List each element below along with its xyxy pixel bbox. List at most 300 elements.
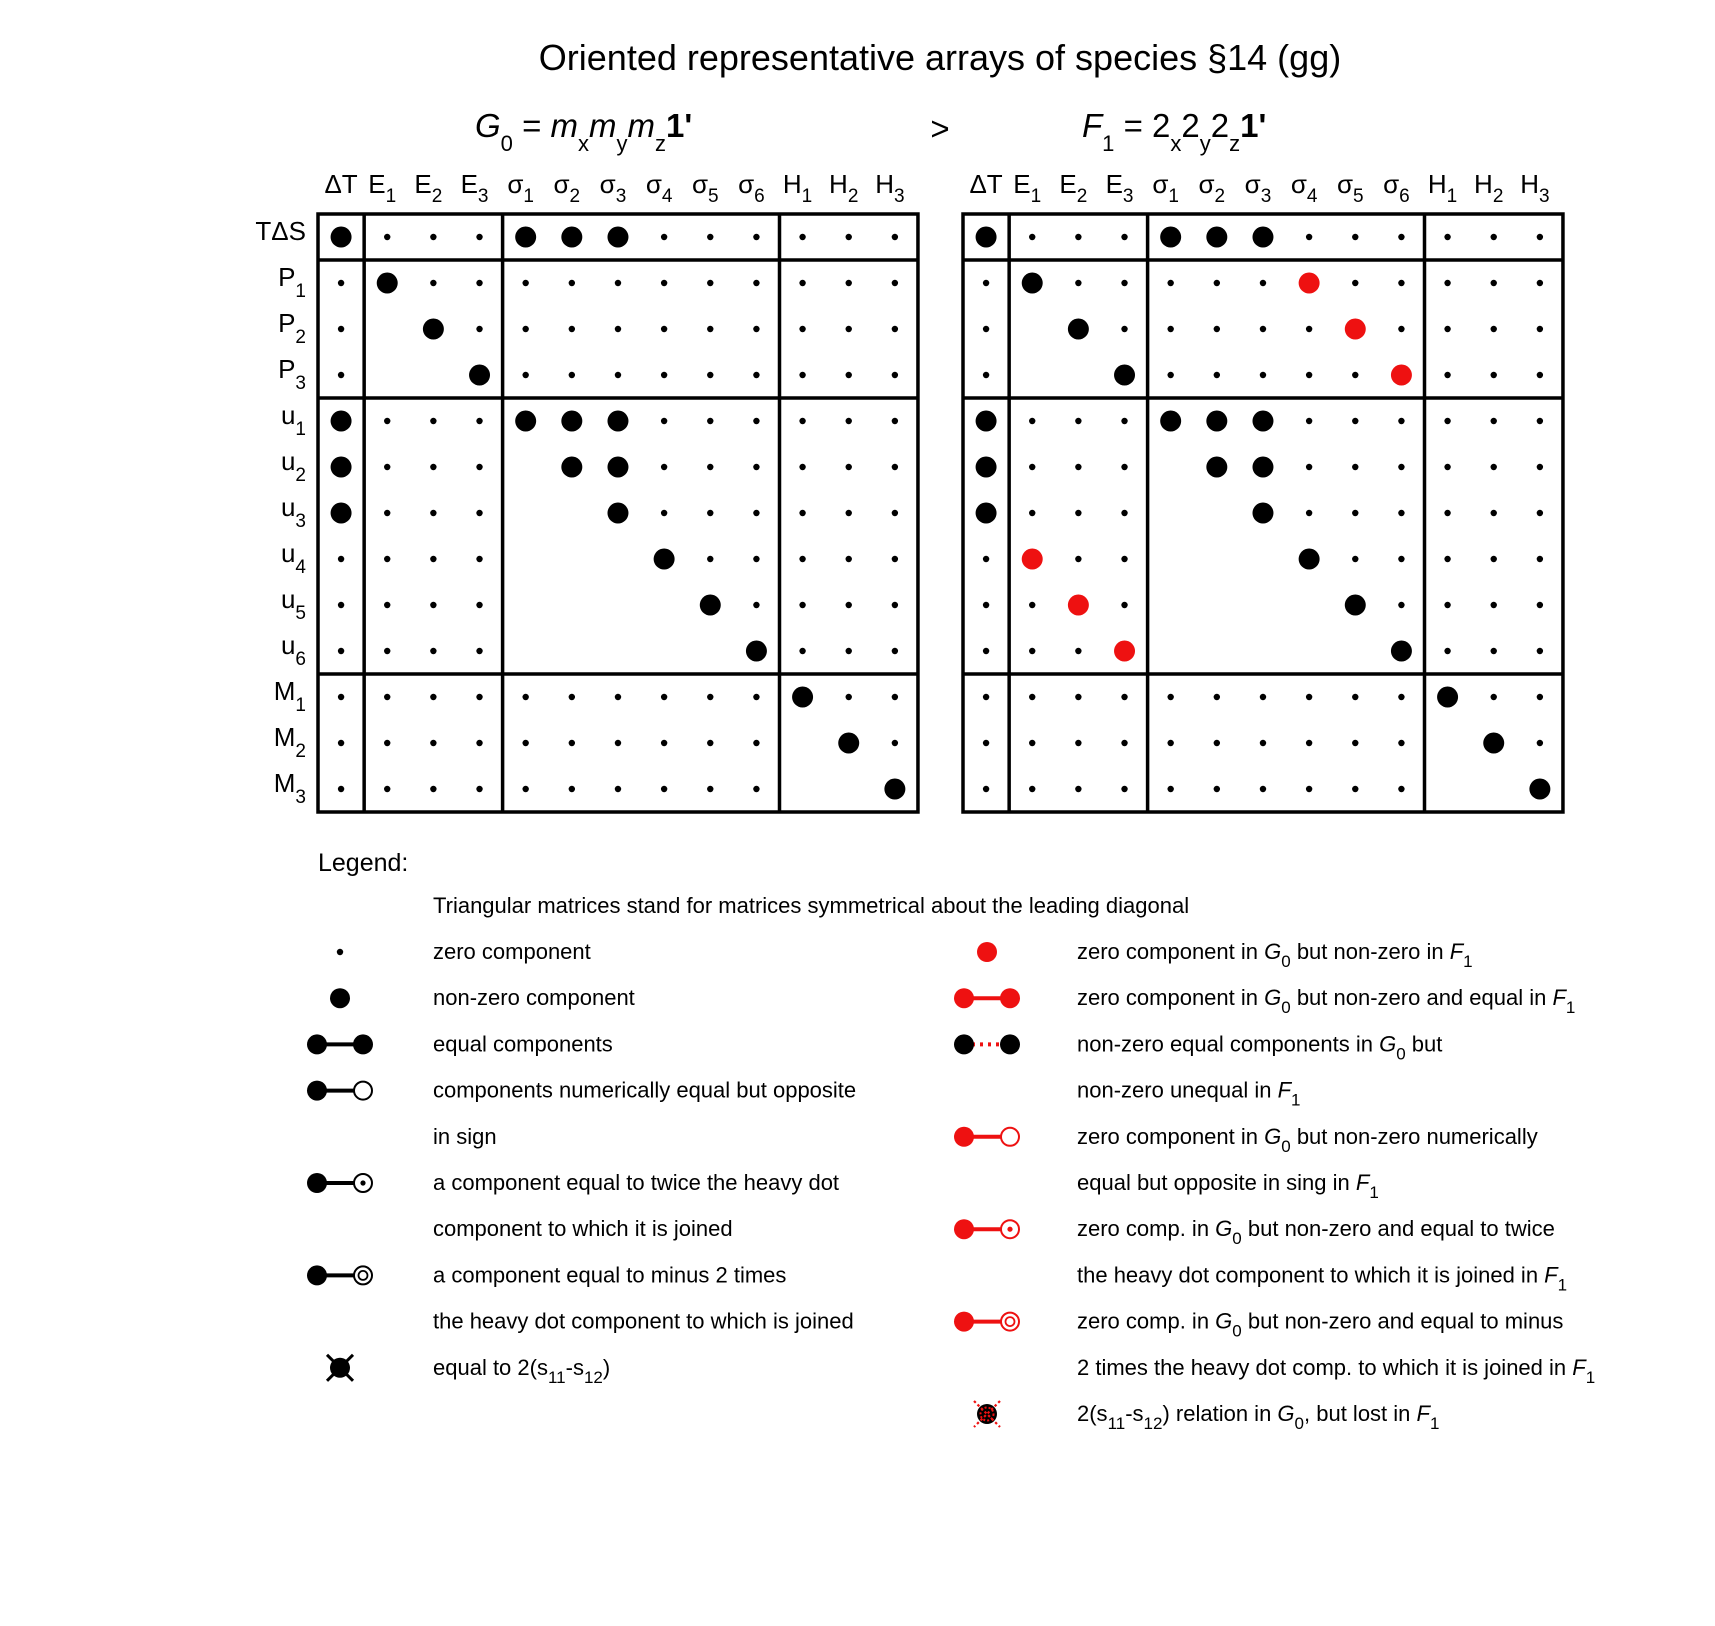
zero-component: [753, 510, 759, 516]
non-zero-component: [469, 365, 490, 386]
zero-component: [1121, 602, 1127, 608]
zero-component: [1121, 786, 1127, 792]
legend-item-left-3: [307, 1078, 856, 1149]
non-zero-component: [654, 549, 675, 570]
zero-component: [1260, 786, 1266, 792]
zero-component: [615, 280, 621, 286]
zero-component: [1398, 556, 1404, 562]
zero-component: [1537, 648, 1543, 654]
non-zero-component: [1206, 411, 1227, 432]
zero-component: [1444, 234, 1450, 240]
zero-component: [1167, 694, 1173, 700]
zero-component: [983, 694, 989, 700]
zero-component: [846, 694, 852, 700]
zero-component: [1260, 372, 1266, 378]
group-formula-0: $G_0 = m_xm_ym_z1'$: [475, 107, 693, 156]
zero-component: [615, 372, 621, 378]
non-zero-component: [976, 227, 997, 248]
zero-component: [661, 510, 667, 516]
zero-component: [1352, 234, 1358, 240]
row-header-10: $M_1$: [273, 676, 306, 716]
row-header-11: $M_2$: [273, 722, 306, 762]
zero-component: [430, 786, 436, 792]
zero-component: [1121, 418, 1127, 424]
zero-component: [1491, 372, 1497, 378]
zero-component: [1444, 280, 1450, 286]
legend-item-right-2: [954, 1031, 1442, 1109]
zero-component: [1214, 280, 1220, 286]
zero-component: [338, 648, 344, 654]
col-header-1: $E_1$: [1013, 169, 1042, 207]
col-header-7: $\sigma_4$: [645, 169, 673, 207]
zero-component: [661, 326, 667, 332]
zero-component: [430, 740, 436, 746]
non-zero-component: [1114, 365, 1135, 386]
zero-component: [1352, 786, 1358, 792]
zero-component: [661, 372, 667, 378]
zero-component: [1537, 326, 1543, 332]
zero-component: [707, 464, 713, 470]
zero-component: [799, 602, 805, 608]
zero-component: [338, 740, 344, 746]
zero-component: [338, 786, 344, 792]
zero-component: [1167, 786, 1173, 792]
zero-component: [1075, 280, 1081, 286]
col-header-2: $E_2$: [414, 169, 443, 207]
non-zero-component: [976, 411, 997, 432]
zero-component: [1398, 694, 1404, 700]
col-header-0: ΔT: [969, 169, 1003, 199]
zero-component: [1352, 740, 1358, 746]
zero-component: [1121, 556, 1127, 562]
zero-component: [569, 786, 575, 792]
zero-component: [707, 694, 713, 700]
non-zero-component: [561, 227, 582, 248]
zero-component: [892, 280, 898, 286]
zero-component: [846, 234, 852, 240]
zero-component: [476, 326, 482, 332]
zero-component: [476, 694, 482, 700]
heavy-dot: [954, 1312, 974, 1332]
zero-component: [338, 280, 344, 286]
center-dot: [360, 1180, 365, 1185]
zero-component: [892, 418, 898, 424]
non-zero-component: [838, 733, 859, 754]
zero-component: [430, 556, 436, 562]
zero-component: [983, 556, 989, 562]
zero-component: [892, 602, 898, 608]
non-zero-component: [331, 503, 352, 524]
zero-component: [1075, 464, 1081, 470]
zero-component: [1537, 464, 1543, 470]
zero-component: [1306, 418, 1312, 424]
col-header-4: $\sigma_1$: [507, 169, 534, 207]
zero-component: [707, 234, 713, 240]
legend-item-left-0: [337, 939, 591, 964]
zero-component: [1214, 786, 1220, 792]
zero-component: [384, 510, 390, 516]
matrices: [255, 169, 1563, 812]
zero-component: [338, 326, 344, 332]
zero-component: [1491, 234, 1497, 240]
zero-component: [983, 740, 989, 746]
zero-component: [430, 510, 436, 516]
row-header-7: $u_4$: [280, 538, 306, 578]
col-header-7: $\sigma_4$: [1290, 169, 1318, 207]
zero-component: [661, 694, 667, 700]
zero-component: [983, 648, 989, 654]
heavy-dot: [954, 1034, 974, 1054]
zero-component: [799, 418, 805, 424]
zero-component: [522, 786, 528, 792]
zero-component: [476, 510, 482, 516]
zero-component: [1075, 556, 1081, 562]
zero-component: [846, 556, 852, 562]
legend-text: zero comp. in $G_0$ but non-zero and equal to twice: [1077, 1216, 1555, 1249]
zero-component: [661, 786, 667, 792]
zero-component: [1214, 326, 1220, 332]
zero-component: [430, 418, 436, 424]
zero-component: [522, 326, 528, 332]
zero-component: [753, 464, 759, 470]
heavy-dot: [954, 1219, 974, 1239]
new-non-zero-component: [1345, 319, 1366, 340]
figure-title: Oriented representative arrays of species §14 (gg): [538, 37, 1342, 78]
zero-component: [615, 694, 621, 700]
zero-component: [384, 418, 390, 424]
row-header-12: $M_3$: [273, 768, 306, 808]
non-zero-component: [1206, 457, 1227, 478]
zero-component: [430, 648, 436, 654]
zero-component: [384, 234, 390, 240]
zero-component: [707, 556, 713, 562]
zero-component: [476, 602, 482, 608]
zero-component: [707, 740, 713, 746]
zero-component: [707, 280, 713, 286]
zero-component: [1491, 418, 1497, 424]
zero-component: [1075, 786, 1081, 792]
zero-component: [1444, 602, 1450, 608]
zero-component: [753, 372, 759, 378]
zero-component: [430, 234, 436, 240]
legend-item-right-3: [954, 1124, 1538, 1202]
zero-component: [846, 418, 852, 424]
non-zero-component: [607, 411, 628, 432]
zero-component: [1167, 280, 1173, 286]
col-header-9: $\sigma_6$: [1383, 169, 1410, 207]
zero-component: [615, 786, 621, 792]
open-dot: [1001, 1128, 1019, 1146]
non-zero-component: [700, 595, 721, 616]
non-zero-component: [1068, 319, 1089, 340]
col-header-6: $\sigma_3$: [599, 169, 627, 207]
legend-text: zero component in $G_0$ but non-zero and equal in $F_1$: [1077, 985, 1576, 1018]
zero-component: [799, 556, 805, 562]
zero-component: [1444, 510, 1450, 516]
zero-component: [846, 602, 852, 608]
zero-dot: [337, 949, 343, 955]
zero-component: [1306, 464, 1312, 470]
zero-component: [799, 234, 805, 240]
zero-component: [1491, 464, 1497, 470]
row-header-1: $P_1$: [278, 262, 306, 302]
zero-component: [384, 694, 390, 700]
legend-item-left-6: [327, 1355, 610, 1387]
zero-component: [846, 464, 852, 470]
zero-component: [753, 234, 759, 240]
legend-text: components numerically equal but opposite: [433, 1077, 857, 1103]
zero-component: [1306, 326, 1312, 332]
zero-component: [799, 510, 805, 516]
zero-component: [476, 556, 482, 562]
zero-component: [1444, 326, 1450, 332]
zero-component: [661, 280, 667, 286]
zero-component: [430, 602, 436, 608]
heavy-dot: [307, 1265, 327, 1285]
zero-component: [1537, 418, 1543, 424]
zero-component: [983, 372, 989, 378]
non-zero-component: [515, 227, 536, 248]
zero-component: [846, 372, 852, 378]
zero-component: [476, 786, 482, 792]
row-header-4: $u_1$: [280, 400, 306, 440]
zero-component: [1352, 372, 1358, 378]
legend-item-left-5: [307, 1262, 854, 1333]
zero-component: [1075, 510, 1081, 516]
col-header-3: $E_3$: [460, 169, 489, 207]
row-header-8: $u_5$: [280, 584, 306, 624]
zero-component: [846, 280, 852, 286]
zero-component: [1352, 510, 1358, 516]
zero-component: [983, 280, 989, 286]
legend-item-left-2: [307, 1031, 613, 1056]
legend-text: zero component in $G_0$ but non-zero in $F_1$: [1077, 939, 1473, 971]
non-zero-component: [1391, 641, 1412, 662]
col-header-12: $H_3$: [1520, 169, 1550, 207]
col-header-11: $H_2$: [1474, 169, 1504, 207]
legend-text: non-zero unequal in $F_1$: [1077, 1077, 1301, 1110]
zero-component: [892, 694, 898, 700]
zero-component: [1029, 648, 1035, 654]
zero-component: [707, 418, 713, 424]
heavy-dot: [307, 1034, 327, 1054]
zero-component: [1398, 326, 1404, 332]
row-header-5: $u_2$: [280, 446, 306, 486]
legend-item-right-1: [954, 985, 1575, 1017]
zero-component: [430, 694, 436, 700]
col-header-10: $H_1$: [1427, 169, 1458, 207]
heavy-dot: [307, 1173, 327, 1193]
legend-text: a component equal to twice the heavy dot: [433, 1170, 840, 1195]
zero-component: [1306, 740, 1312, 746]
zero-component: [1398, 418, 1404, 424]
zero-component: [799, 372, 805, 378]
open-dot: [354, 1082, 372, 1100]
zero-component: [1260, 694, 1266, 700]
zero-component: [661, 234, 667, 240]
zero-component: [1398, 602, 1404, 608]
legend-text: 2 times the heavy dot comp. to which it is joined in $F_1$: [1077, 1354, 1596, 1387]
zero-component: [753, 740, 759, 746]
legend-item-left-4: [307, 1170, 839, 1241]
legend-text: non-zero equal components in $G_0$ but: [1077, 1031, 1443, 1064]
zero-component: [384, 648, 390, 654]
new-non-zero-component: [1068, 595, 1089, 616]
non-zero-component: [1022, 273, 1043, 294]
zero-component: [1352, 694, 1358, 700]
zero-component: [753, 602, 759, 608]
zero-component: [846, 326, 852, 332]
zero-component: [799, 464, 805, 470]
comparison-symbol: >: [930, 110, 950, 147]
zero-component: [338, 694, 344, 700]
col-header-12: $H_3$: [875, 169, 905, 207]
zero-component: [338, 372, 344, 378]
zero-component: [430, 464, 436, 470]
zero-component: [476, 234, 482, 240]
zero-component: [1352, 418, 1358, 424]
legend-text: equal but opposite in sing in $F_1$: [1077, 1170, 1379, 1202]
zero-component: [1398, 786, 1404, 792]
zero-component: [1214, 694, 1220, 700]
col-header-2: $E_2$: [1059, 169, 1088, 207]
zero-component: [983, 602, 989, 608]
zero-component: [1444, 648, 1450, 654]
zero-component: [1398, 740, 1404, 746]
legend-item-right-4: [954, 1216, 1567, 1294]
zero-component: [1444, 372, 1450, 378]
zero-component: [1537, 280, 1543, 286]
zero-component: [892, 648, 898, 654]
open-dot: [1001, 1313, 1019, 1331]
zero-component: [1537, 602, 1543, 608]
legend: [307, 849, 1595, 1433]
zero-component: [892, 464, 898, 470]
zero-component: [1537, 372, 1543, 378]
legend-heading: Legend:: [318, 849, 409, 877]
zero-component: [522, 372, 528, 378]
legend-text: zero component in $G_0$ but non-zero numerically: [1077, 1123, 1538, 1156]
zero-component: [1306, 234, 1312, 240]
zero-component: [892, 234, 898, 240]
legend-text: zero component: [433, 939, 591, 964]
heavy-dot: [1000, 988, 1020, 1008]
zero-component: [1398, 280, 1404, 286]
zero-component: [661, 740, 667, 746]
zero-component: [1352, 280, 1358, 286]
red-dot: [977, 942, 997, 962]
col-header-8: $\sigma_5$: [691, 169, 719, 207]
zero-component: [1121, 740, 1127, 746]
zero-component: [1491, 326, 1497, 332]
col-header-0: ΔT: [324, 169, 358, 199]
zero-component: [707, 326, 713, 332]
non-zero-component: [1345, 595, 1366, 616]
legend-text: $2(s_{11}-s_{12})$ relation in $G_0$, but lost in $F_1$: [1077, 1401, 1440, 1433]
zero-component: [753, 280, 759, 286]
new-non-zero-component: [1022, 549, 1043, 570]
non-zero-component: [1529, 779, 1550, 800]
zero-component: [1029, 234, 1035, 240]
col-header-3: $E_3$: [1105, 169, 1134, 207]
zero-component: [1075, 694, 1081, 700]
zero-component: [476, 464, 482, 470]
zero-component: [892, 326, 898, 332]
legend-text: equal components: [433, 1031, 613, 1057]
col-header-6: $\sigma_3$: [1244, 169, 1272, 207]
non-zero-component: [331, 457, 352, 478]
zero-component: [1075, 740, 1081, 746]
legend-item-right-0: [977, 939, 1473, 971]
zero-component: [1260, 326, 1266, 332]
non-zero-component: [1252, 503, 1273, 524]
col-header-4: $\sigma_1$: [1152, 169, 1179, 207]
col-header-10: $H_1$: [782, 169, 813, 207]
zero-component: [384, 556, 390, 562]
zero-component: [1121, 280, 1127, 286]
zero-component: [384, 786, 390, 792]
zero-component: [1444, 418, 1450, 424]
non-zero-component: [976, 503, 997, 524]
non-zero-component: [1299, 549, 1320, 570]
zero-component: [1491, 510, 1497, 516]
legend-text: in sign: [433, 1123, 497, 1149]
non-zero-component: [607, 457, 628, 478]
zero-component: [753, 694, 759, 700]
zero-component: [1075, 648, 1081, 654]
zero-component: [1537, 556, 1543, 562]
zero-component: [753, 556, 759, 562]
zero-component: [522, 280, 528, 286]
zero-component: [1121, 694, 1127, 700]
zero-component: [846, 648, 852, 654]
zero-component: [384, 464, 390, 470]
col-header-5: $\sigma_2$: [1198, 169, 1226, 207]
zero-component: [1306, 694, 1312, 700]
zero-component: [1029, 694, 1035, 700]
non-zero-component: [1206, 227, 1227, 248]
non-zero-component: [561, 411, 582, 432]
zero-component: [1444, 556, 1450, 562]
zero-component: [1260, 740, 1266, 746]
zero-component: [799, 326, 805, 332]
legend-text: the heavy dot component to which is joined: [433, 1308, 854, 1334]
zero-component: [799, 648, 805, 654]
non-zero-component: [1160, 227, 1181, 248]
legend-item-right-5: [954, 1309, 1595, 1387]
zero-component: [522, 740, 528, 746]
zero-component: [983, 326, 989, 332]
matrix-F1: [963, 169, 1563, 812]
zero-component: [1352, 556, 1358, 562]
center-dot: [1007, 1227, 1012, 1232]
zero-component: [661, 464, 667, 470]
zero-component: [430, 280, 436, 286]
zero-component: [569, 694, 575, 700]
group-formula-1: $F_1 = 2_x2_y2_z1'$: [1082, 107, 1267, 156]
zero-component: [1398, 510, 1404, 516]
heavy-dot: [954, 1127, 974, 1147]
legend-text: a component equal to minus 2 times: [433, 1262, 787, 1288]
zero-component: [384, 602, 390, 608]
zero-component: [846, 510, 852, 516]
zero-component: [707, 372, 713, 378]
zero-component: [1121, 464, 1127, 470]
zero-component: [338, 602, 344, 608]
zero-component: [1029, 786, 1035, 792]
heavy-dot: [330, 988, 350, 1008]
heavy-dot: [353, 1034, 373, 1054]
